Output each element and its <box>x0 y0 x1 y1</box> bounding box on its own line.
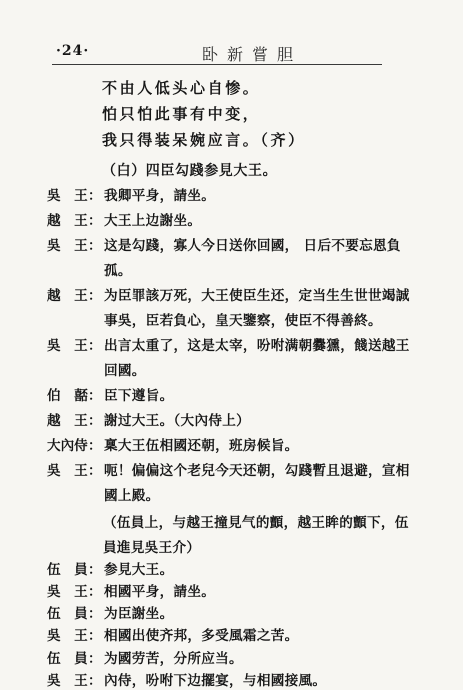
stage-direction-line: （伍員上，与越王撞見气的顫，越王眸的顫下，伍 <box>103 515 409 531</box>
verse-line: 不由人低头心自惨。 <box>102 79 261 97</box>
speaker-name: 越 王 <box>47 213 88 229</box>
speaker-name: 吳 王 <box>47 673 88 689</box>
stage-direction <box>103 511 433 561</box>
dialogue-continuation: 事吳，臣若負心，皇天鑒察，使臣不得善終。 <box>104 313 382 329</box>
dialogue-continuation: 國上殿。 <box>104 488 160 504</box>
speaker-name: 吳 王 <box>47 463 88 479</box>
dialogue-text: 相國平身，請坐。 <box>104 584 216 600</box>
speaker-name: 吳 王 <box>47 338 88 354</box>
speaker-colon: ： <box>88 188 102 204</box>
speaker-colon: ： <box>88 673 102 689</box>
speaker-colon: ： <box>88 338 102 354</box>
speaker-name: 伯 嚭 <box>47 388 88 404</box>
speaker-colon: ： <box>88 238 102 254</box>
speaker-colon: ： <box>88 651 102 667</box>
dialogue-text: 这是勾踐，寡人今日送你回國， 日后不要忘恩負 <box>104 238 401 254</box>
dialogue-text: 相國出使齐邦，多受風霜之苦。 <box>104 628 299 644</box>
dialogue-text: 大王上边謝坐。 <box>104 213 202 229</box>
speaker-colon: ： <box>88 288 102 304</box>
dialogue-line <box>47 334 432 384</box>
speaker-name: 大內侍 <box>47 438 88 454</box>
page-number: ·24· <box>56 43 90 59</box>
dialogue-text: 为臣謝坐。 <box>104 606 174 622</box>
speaker-name: 吳 王 <box>47 188 88 204</box>
spoken-aside: （白）四臣勾踐参見大王。 <box>102 163 278 179</box>
dialogue-continuation: 孤。 <box>104 263 132 279</box>
stage-direction-line: 員進見吳王介） <box>103 540 201 556</box>
dialogue-line <box>47 561 432 579</box>
speaker-name: 吳 王 <box>47 584 88 600</box>
speaker-name: 伍 員 <box>47 562 88 578</box>
dialogue-continuation: 回國。 <box>104 363 146 379</box>
dialogue-text: 参見大王。 <box>104 562 174 578</box>
dialogue-line <box>47 650 432 668</box>
speaker-name: 越 王 <box>47 288 88 304</box>
speaker-colon: ： <box>88 213 102 229</box>
speaker-colon: ： <box>88 438 102 454</box>
dialogue-line <box>47 384 432 409</box>
dialogue-line <box>47 459 432 509</box>
speaker-colon: ： <box>88 463 102 479</box>
speaker-name: 吳 王 <box>47 238 88 254</box>
dialogue-text: 呃！偏偏这个老兒今天还朝，勾踐暫且退避，宣相 <box>104 463 410 479</box>
dialogue-line <box>47 434 432 459</box>
verse-line: 怕只怕此事有中变， <box>102 105 261 123</box>
dialogue-line <box>47 184 432 209</box>
dialogue-text: 臣下遵旨。 <box>104 388 174 404</box>
dialogue-line <box>47 583 432 601</box>
speaker-colon: ： <box>88 562 102 578</box>
speaker-name: 越 王 <box>47 413 88 429</box>
header-rule <box>52 64 382 65</box>
dialogue-line <box>47 234 432 284</box>
page-header <box>0 40 463 66</box>
dialogue-text: 为國劳苦，分所应当。 <box>104 651 243 667</box>
speaker-name: 伍 員 <box>47 606 88 622</box>
speaker-colon: ： <box>88 606 102 622</box>
dialogue-line <box>47 209 432 234</box>
dialogue-text: 我卿平身，請坐。 <box>104 188 216 204</box>
dialogue-text: 謝过大王。（大內侍上） <box>104 413 251 429</box>
speaker-name: 伍 員 <box>47 651 88 667</box>
speaker-colon: ： <box>88 413 102 429</box>
dialogue-line <box>47 672 432 690</box>
speaker-colon: ： <box>88 388 102 404</box>
speaker-colon: ： <box>88 584 102 600</box>
dialogue-line <box>47 409 432 434</box>
speaker-name: 吳 王 <box>47 628 88 644</box>
speaker-colon: ： <box>88 628 102 644</box>
dialogue-text: 稟大王伍相國还朝，班房候旨。 <box>104 438 299 454</box>
dialogue-text: 为臣罪該万死，大王使臣生还，定当生生世世竭誠 <box>104 288 410 304</box>
dialogue-line <box>47 284 432 334</box>
dialogue-text: 內侍，吩咐下边擺宴，与相國接風。 <box>104 673 327 689</box>
verse-line: 我只得装呆婉应言。（齐） <box>102 131 306 149</box>
dialogue-line <box>47 605 432 623</box>
running-title: 卧新嘗胆 <box>202 45 303 64</box>
dialogue-text: 出言太重了，这是太宰，吩咐满朝爨獯，餞送越王 <box>104 338 410 354</box>
dialogue-line <box>47 627 432 645</box>
